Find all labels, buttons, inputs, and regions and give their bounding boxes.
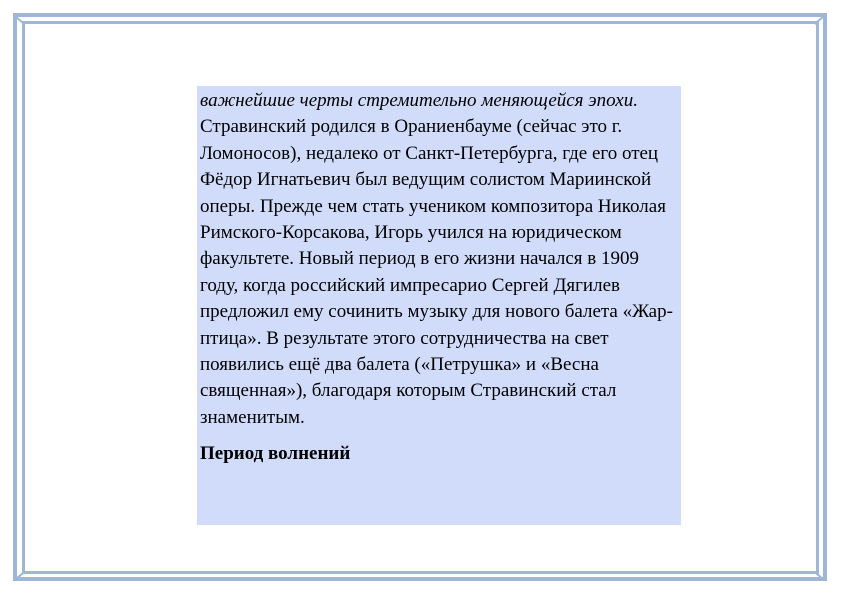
slide-text-block [197,86,681,525]
intro-italic-text: важнейшие черты стремительно меняющейся эпохи. [200,90,638,111]
section-heading: Период волнений [200,443,351,465]
biography-paragraph: Стравинский родился в Ораниенбауме (сейчас это г. Ломоносов), недалеко от Санкт-Петербурга, где его отец Фёдор Игнатьевич был ведущим солистом Мариинской оперы. Прежде чем стать учеником композитора Николая Римского-Корсакова, Игорь учился на юридическом факультете. Новый период в его жизни начался в 1909 году, когда российский импресарио Сергей Дягилев предложил ему сочинить музыку для нового балета «Жар-птица». В результате этого сотрудничества на свет появились ещё два балета («Петрушка» и «Весна священная»), благодаря которым Стравинский стал знаменитым. [200,116,673,428]
